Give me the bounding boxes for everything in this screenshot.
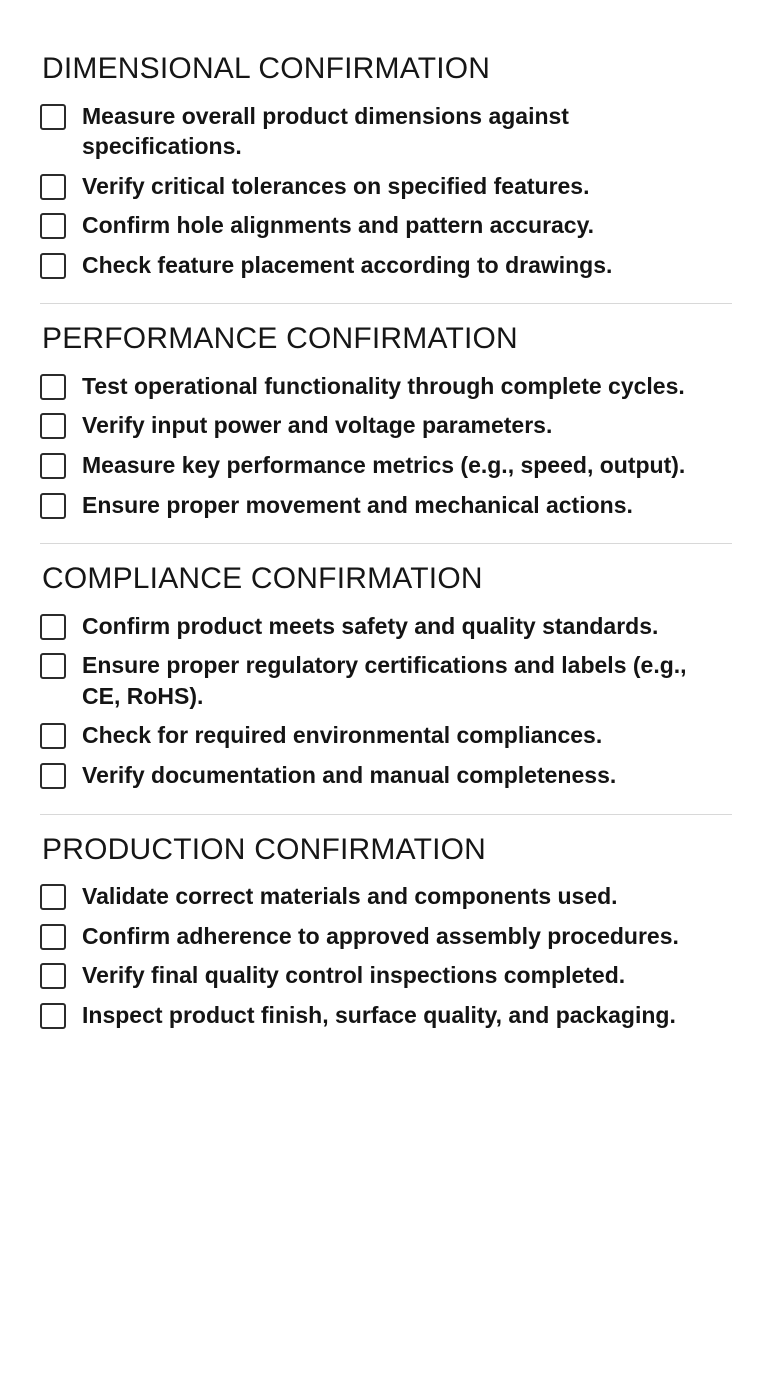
checkbox-icon[interactable] bbox=[40, 763, 66, 789]
list-item-label: Check feature placement according to drawings. bbox=[82, 251, 613, 278]
checkbox-icon[interactable] bbox=[40, 453, 66, 479]
checkbox-icon[interactable] bbox=[40, 104, 66, 130]
list-item[interactable] bbox=[40, 960, 732, 991]
section-title: PRODUCTION CONFIRMATION bbox=[42, 832, 487, 866]
checkbox-icon[interactable] bbox=[40, 614, 66, 640]
list-item-label: Confirm product meets safety and quality standards. bbox=[82, 612, 659, 639]
list-item-label: Verify final quality control inspections completed. bbox=[82, 962, 626, 989]
list-item-label: Check for required environmental compliances. bbox=[82, 722, 603, 749]
list-item-label: Confirm adherence to approved assembly procedures. bbox=[82, 922, 679, 949]
list-item-label: Verify critical tolerances on specified features. bbox=[82, 172, 590, 199]
section-production-confirmation bbox=[40, 814, 732, 1054]
section-compliance-confirmation bbox=[40, 543, 732, 813]
list-item[interactable] bbox=[40, 171, 732, 202]
section-title: COMPLIANCE CONFIRMATION bbox=[42, 562, 483, 596]
list-item[interactable] bbox=[40, 250, 732, 281]
checkbox-icon[interactable] bbox=[40, 653, 66, 679]
list-item[interactable] bbox=[40, 720, 732, 751]
list-item[interactable] bbox=[40, 490, 732, 521]
checkbox-icon[interactable] bbox=[40, 924, 66, 950]
checkbox-icon[interactable] bbox=[40, 253, 66, 279]
list-item-label: Validate correct materials and components used. bbox=[82, 883, 618, 910]
list-item-label: Test operational functionality through complete cycles. bbox=[82, 372, 685, 399]
list-item-label: Verify documentation and manual completeness. bbox=[82, 762, 617, 789]
list-item[interactable] bbox=[40, 450, 732, 481]
checklist-items bbox=[40, 101, 732, 281]
list-item[interactable] bbox=[40, 410, 732, 441]
list-item-label: Inspect product finish, surface quality, and packaging. bbox=[82, 1001, 676, 1028]
list-item-label: Confirm hole alignments and pattern accuracy. bbox=[82, 212, 595, 239]
checklist-items bbox=[40, 881, 732, 1030]
list-item[interactable] bbox=[40, 611, 732, 642]
section-title: PERFORMANCE CONFIRMATION bbox=[42, 322, 518, 356]
checkbox-icon[interactable] bbox=[40, 963, 66, 989]
checkbox-icon[interactable] bbox=[40, 884, 66, 910]
checklist-items bbox=[40, 371, 732, 520]
list-item-label: Verify input power and voltage parameters. bbox=[82, 412, 553, 439]
list-item[interactable] bbox=[40, 921, 732, 952]
list-item[interactable] bbox=[40, 1000, 732, 1031]
checkbox-icon[interactable] bbox=[40, 374, 66, 400]
checklist-items bbox=[40, 611, 732, 791]
section-title: DIMENSIONAL CONFIRMATION bbox=[42, 52, 491, 85]
list-item-label: Ensure proper movement and mechanical actions. bbox=[82, 491, 633, 518]
list-item-label: Ensure proper regulatory certifications and labels (e.g., CE, RoHS). bbox=[82, 652, 687, 709]
list-item-label: Measure overall product dimensions against specifications. bbox=[82, 102, 569, 160]
section-performance-confirmation bbox=[40, 303, 732, 543]
list-item[interactable] bbox=[40, 101, 732, 162]
checkbox-icon[interactable] bbox=[40, 413, 66, 439]
checkbox-icon[interactable] bbox=[40, 723, 66, 749]
checkbox-icon[interactable] bbox=[40, 213, 66, 239]
checkbox-icon[interactable] bbox=[40, 174, 66, 200]
list-item[interactable] bbox=[40, 760, 732, 791]
list-item[interactable] bbox=[40, 650, 732, 711]
list-item[interactable] bbox=[40, 210, 732, 241]
list-item-label: Measure key performance metrics (e.g., speed, output). bbox=[82, 452, 686, 479]
checkbox-icon[interactable] bbox=[40, 1003, 66, 1029]
list-item[interactable] bbox=[40, 881, 732, 912]
list-item[interactable] bbox=[40, 371, 732, 402]
checkbox-icon[interactable] bbox=[40, 493, 66, 519]
section-dimensional-confirmation bbox=[40, 52, 732, 303]
